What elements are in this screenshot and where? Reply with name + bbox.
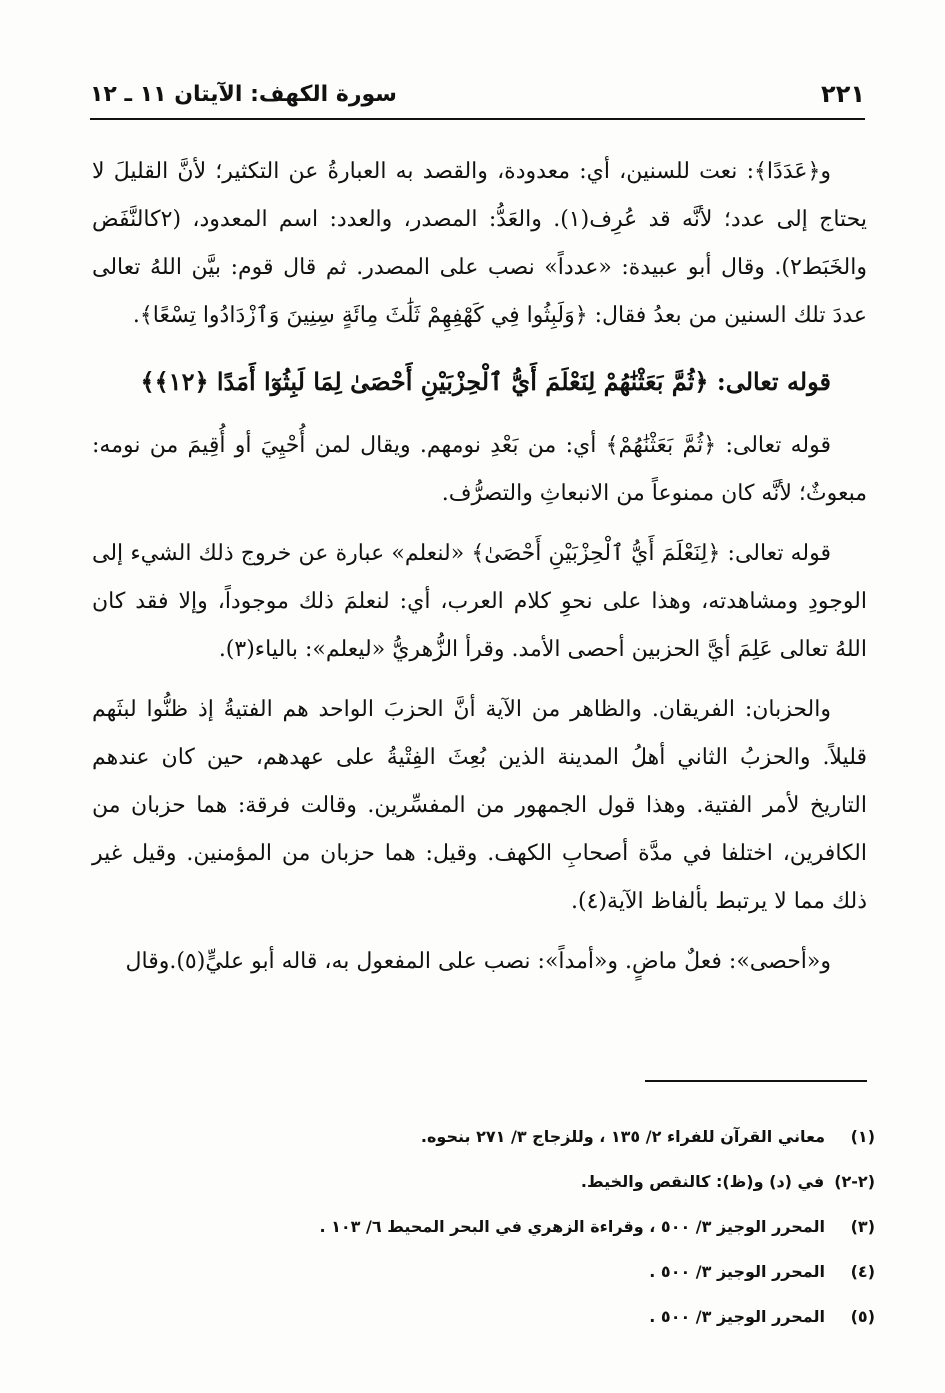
page-header — [90, 70, 865, 120]
footnote-item — [92, 1249, 875, 1294]
footnote-number: (٥) — [850, 1307, 875, 1326]
footnote-number: (٢-٢) — [834, 1172, 875, 1191]
paragraph: والحزبان: الفريقان. والظاهر من الآية أنَّ الحزبَ الواحد هم الفتيةُ إذ ظنُّوا لبثَهم قليلاً. والحزبُ الثاني أهلُ المدينة الذين بُعِثَ الفِتْيةُ على عهدهم، حين كان عندهم التاريخ لأمر الفتية. وهذا قول الجمهور من المفسِّرين. وقالت فرقة: هما حزبان من الكافرين، اختلفا في مدَّة أصحابِ الكهف. وقيل: هما حزبان من المؤمنين. وقيل غير ذلك مما لا يرتبط بألفاظ الآية(٤). — [92, 697, 867, 914]
running-title: سورة الكهف: الآيتان ١١ ـ ١٢ — [90, 81, 397, 107]
footnote-number: (٣) — [850, 1217, 875, 1236]
footnote-text: في (د) و(ظ): كالنقص والخيط. — [580, 1172, 825, 1191]
paragraph: و«أحصى»: فعلٌ ماضٍ. و«أمداً»: نصب على المفعول به، قاله أبو عليٍّ(٥).وقال — [125, 949, 831, 974]
paragraph: قوله تعالى: ﴿ثُمَّ بَعَثْنَٰهُمْ﴾ أي: من بَعْدِ نومهم. ويقال لمن أُحْيِيَ أو أُقِيمَ من نومه: مبعوثٌ؛ لأنَّه كان ممنوعاً من الانبعاثِ والتصرُّف. — [92, 433, 867, 506]
page-number: ٢٢١ — [821, 80, 865, 108]
verse-heading: قوله تعالى: ﴿ثُمَّ بَعَثْنَٰهُمْ لِنَعْلَمَ أَيُّ ٱلْحِزْبَيْنِ أَحْصَىٰ لِمَا لَبِثُوٓا أَمَدًا ﴿١٢﴾﴾ — [140, 367, 831, 396]
paragraph: و﴿عَدَدًا﴾: نعت للسنين، أي: معدودة، والقصد به العبارةُ عن التكثير؛ لأنَّ القليلَ لا يحتاج إلى عدد؛ لأنَّه قد عُرِف(١). والعَدُّ: المصدر، والعدد: اسم المعدود، (٢كالنَّفَض والخَبَط٢). وقال أبو عبيدة: «عدداً» نصب على المصدر. ثم قال قوم: بيَّن اللهُ تعالى عددَ تلك السنين من بعدُ فقال: ﴿وَلَبِثُوا فِي كَهْفِهِمْ ثَلَٰثَ مِائَةٍ سِنِينَ وَٱزْدَادُوا تِسْعًا﴾. — [92, 159, 867, 328]
footnote-text: معاني القرآن للفراء ٢/ ١٣٥ ، وللزجاج ٣/ ٢٧١ بنحوه. — [420, 1127, 825, 1146]
footnote-item — [92, 1204, 875, 1249]
footnote-item — [92, 1114, 875, 1159]
footnote-item — [92, 1159, 875, 1204]
footnote-text: المحرر الوجيز ٣/ ٥٠٠ . — [649, 1262, 825, 1281]
footnotes — [92, 1114, 875, 1339]
footnote-number: (٤) — [850, 1262, 875, 1281]
footnote-text: المحرر الوجيز ٣/ ٥٠٠ ، وقراءة الزهري في البحر المحيط ٦/ ١٠٣ . — [319, 1217, 825, 1236]
footnote-text: المحرر الوجيز ٣/ ٥٠٠ . — [649, 1307, 825, 1326]
paragraph: قوله تعالى: ﴿لِنَعْلَمَ أَيُّ ٱلْحِزْبَيْنِ أَحْصَىٰ﴾ «لنعلم» عبارة عن خروج ذلك الشيء إلى الوجودِ ومشاهدته، وهذا على نحوِ كلام العرب، أي: لنعلمَ ذلك موجوداً، وإلا فقد كان اللهُ تعالى عَلِمَ أيَّ الحزبين أحصى الأمد. وقرأ الزُّهريُّ «ليعلم»: بالياء(٣). — [92, 541, 867, 662]
footnote-divider — [645, 1080, 867, 1082]
footnote-number: (١) — [850, 1127, 875, 1146]
main-text — [92, 148, 867, 998]
footnote-item — [92, 1294, 875, 1339]
